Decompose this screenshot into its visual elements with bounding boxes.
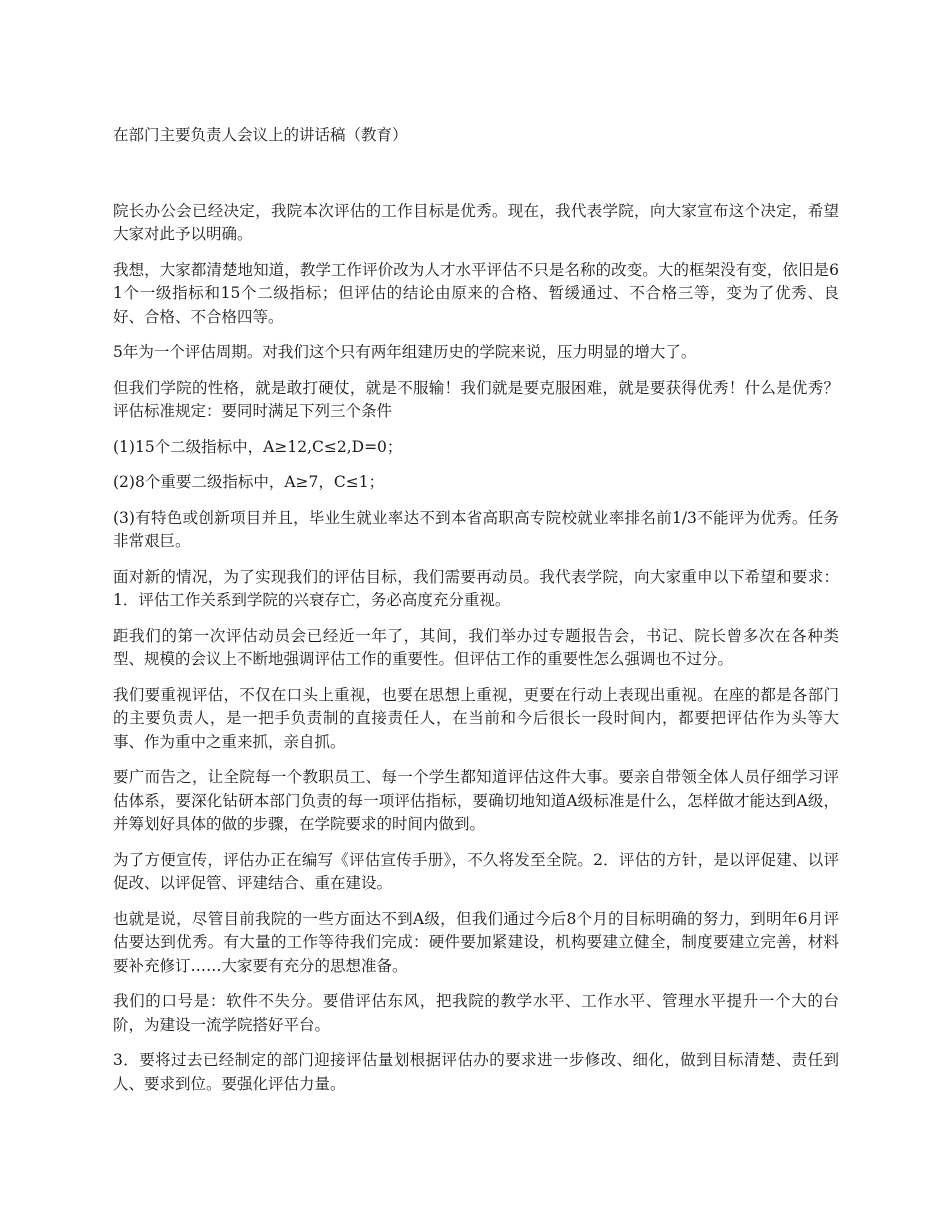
document-body [113,124,839,1108]
paragraph-publicity: 要广而告之，让全院每一个教职员工、每一个学生都知道评估这件大事。要亲自带领全体人员仔细学习评估体系，要深化钻研本部门负责的每一项评估指标，要确切地知道A级标准是什么，怎样做才能达到A级，并筹划好具体的做的步骤，在学院要求的时间内做到。 [113,768,839,833]
paragraph-handbook: 为了方便宣传，评估办正在编写《评估宣传手册》，不久将发至全院。2．评估的方针，是以评促建、以评促改、以评促管、评建结合、重在建设。 [113,850,839,892]
paragraph-first-meeting: 距我们的第一次评估动员会已经近一年了，其间，我们举办过专题报告会，书记、院长曾多次在各种类型、规模的会议上不断地强调评估工作的重要性。但评估工作的重要性怎么强调也不过分。 [113,626,839,668]
paragraph-attention: 我们要重视评估，不仅在口头上重视，也要在思想上重视，更要在行动上表现出重视。在座的都是各部门的主要负责人，是一把手负责制的直接责任人，在当前和今后很长一段时间内，都要把评估作为头等大事、作为重中之重来抓，亲自抓。 [113,685,839,751]
paragraph-cycle: 5年为一个评估周期。对我们这个只有两年组建历史的学院来说，压力明显的增大了。 [113,343,697,361]
paragraph-framework: 我想，大家都清楚地知道，教学工作评价改为人才水平评估不只是名称的改变。大的框架没有变，依旧是6 1个一级指标和15个二级指标；但评估的结论由原来的合格、暂缓通过、不合格三等，变为了优秀、良好、合格、不合格四等。 [113,260,839,326]
paragraph-slogan: 我们的口号是：软件不失分。要借评估东风，把我院的教学水平、工作水平、管理水平提升一个大的台阶，为建设一流学院搭好平台。 [113,992,839,1034]
paragraph-plan: 3．要将过去已经制定的部门迎接评估量划根据评估办的要求进一步修改、细化，做到目标清楚、责任到人、要求到位。要强化评估力量。 [113,1051,839,1093]
paragraph-condition-2: (2)8个重要二级指标中，A≥7，C≤1； [113,473,385,491]
document-title: 在部门主要负责人会议上的讲话稿（教育） [113,126,408,144]
paragraph-character: 但我们学院的性格，就是敢打硬仗，就是不服输！我们就是要克服困难，就是要获得优秀！什么是优秀？评估标准规定：要同时满足下列三个条件 [113,378,839,420]
paragraph-decision: 院长办公会已经决定，我院本次评估的工作目标是优秀。现在，我代表学院，向大家宣布这个决定，希望大家对此予以明确。 [113,201,839,243]
paragraph-effort: 也就是说，尽管目前我院的一些方面达不到A级，但我们通过今后8个月的目标明确的努力，到明年6月评估要达到优秀。有大量的工作等待我们完成：硬件要加紧建设，机构要建立健全，制度要建立完善，材料要补充修订……大家要有充分的思想准备。 [113,909,839,975]
paragraph-mobilization: 面对新的情况，为了实现我们的评估目标，我们需要再动员。我代表学院，向大家重申以下希望和要求：1．评估工作关系到学院的兴衰存亡，务必高度充分重视。 [113,567,839,609]
paragraph-condition-3: (3)有特色或创新项目并且，毕业生就业率达不到本省高职高专院校就业率排名前1/3不能评为优秀。任务非常艰巨。 [113,508,839,550]
paragraph-condition-1: (1)15个二级指标中，A≥12,C≤2,D=0； [113,437,403,456]
